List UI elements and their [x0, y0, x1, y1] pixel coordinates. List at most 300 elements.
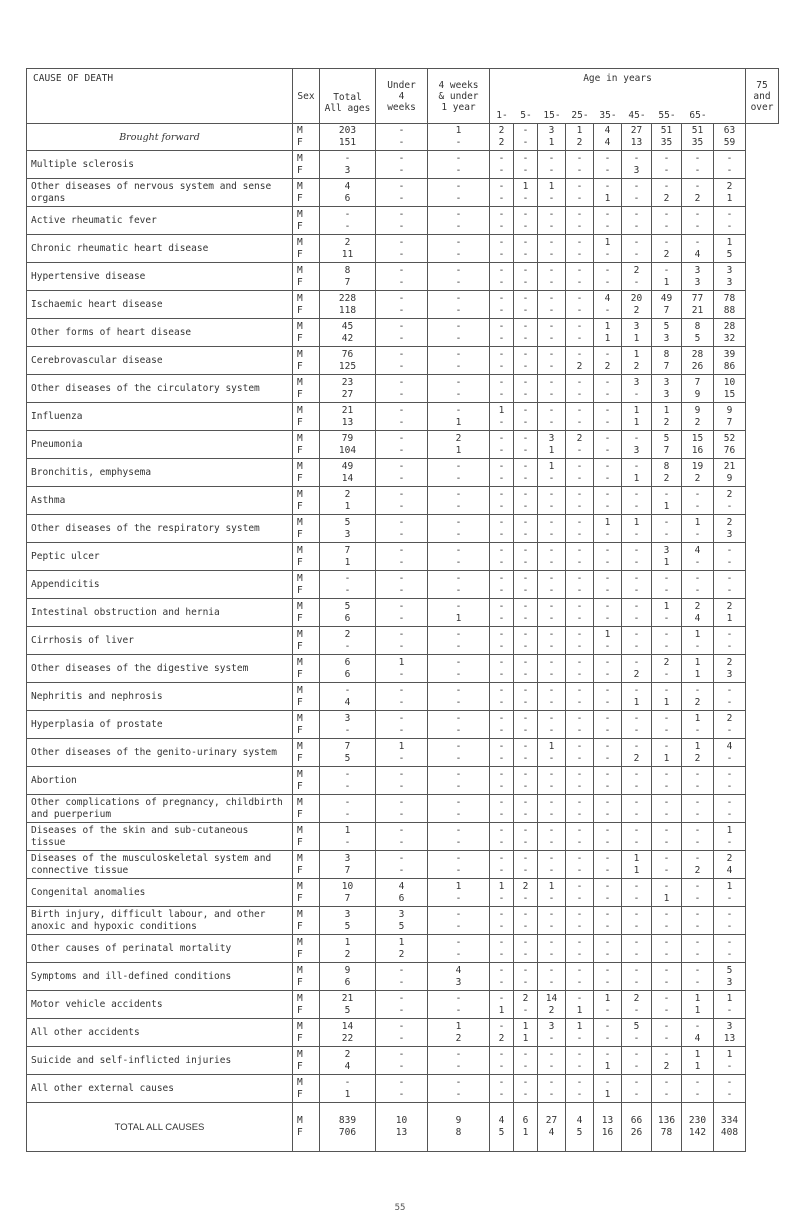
male-value: - — [344, 1076, 351, 1088]
male-value: - — [398, 796, 405, 808]
female-value: 408 — [720, 1127, 739, 1138]
value-cell — [538, 179, 566, 207]
male-value: - — [604, 880, 611, 892]
male-value: - — [455, 348, 462, 360]
female-value: 22 — [341, 1032, 354, 1044]
value-cell — [490, 1075, 514, 1103]
value-cell — [428, 655, 490, 683]
value-cell — [428, 739, 490, 767]
female-value: - — [633, 1060, 640, 1072]
male-value: - — [498, 712, 505, 724]
female-value: - — [455, 892, 462, 904]
male-value: 2 — [576, 432, 583, 444]
value-cell — [320, 1075, 376, 1103]
male-value: - — [663, 992, 670, 1004]
male-value: 1 — [726, 1048, 733, 1060]
female-value: - — [576, 332, 583, 344]
female-value: - — [548, 1060, 555, 1072]
male-value: - — [576, 712, 583, 724]
value-cell — [622, 319, 652, 347]
value-cell — [428, 487, 490, 515]
male-value: 1 — [604, 516, 611, 528]
value-cell — [652, 1047, 682, 1075]
sex-label: M — [297, 1076, 303, 1088]
male-value: - — [498, 992, 505, 1004]
value-cell — [594, 1019, 622, 1047]
table-row — [27, 655, 779, 683]
female-value: - — [398, 612, 405, 624]
value-cell — [376, 459, 428, 487]
female-value: 2 — [663, 416, 670, 428]
female-value: - — [576, 780, 583, 792]
female-value: 2 — [498, 1032, 505, 1044]
table-row — [27, 879, 779, 907]
value-cell — [320, 459, 376, 487]
male-value: - — [498, 432, 505, 444]
sex-label: M — [297, 1115, 303, 1126]
female-value: - — [726, 836, 733, 848]
male-value: - — [522, 376, 529, 388]
male-value: - — [576, 180, 583, 192]
value-cell — [376, 515, 428, 543]
sex-cell — [293, 487, 320, 515]
value-cell — [490, 235, 514, 263]
female-value: - — [548, 220, 555, 232]
cause-label: Diseases of the skin and sub-cutaneous tissue — [27, 823, 293, 851]
value-cell — [428, 627, 490, 655]
value-cell — [622, 179, 652, 207]
female-value: - — [455, 1088, 462, 1100]
female-value: - — [633, 976, 640, 988]
female-value: - — [455, 388, 462, 400]
value-cell — [514, 1019, 538, 1047]
female-value: - — [694, 584, 701, 596]
sex-cell — [293, 515, 320, 543]
value-cell — [320, 851, 376, 879]
female-value: - — [663, 1032, 670, 1044]
male-value: - — [663, 936, 670, 948]
value-cell — [594, 627, 622, 655]
value-cell — [714, 879, 746, 907]
male-value: - — [498, 208, 505, 220]
male-value: - — [522, 432, 529, 444]
male-value: - — [633, 684, 640, 696]
male-value: 1 — [633, 348, 640, 360]
female-value: 16 — [691, 444, 704, 456]
value-cell — [566, 347, 594, 375]
value-cell — [682, 655, 714, 683]
male-value: - — [398, 152, 405, 164]
male-value: - — [633, 796, 640, 808]
male-value: - — [548, 656, 555, 668]
sex-label: M — [297, 684, 303, 696]
sex-cell — [293, 907, 320, 935]
value-cell — [714, 459, 746, 487]
age-label-spacer — [714, 110, 746, 121]
value-cell — [538, 319, 566, 347]
female-value: 1 — [604, 1060, 611, 1072]
cause-label: Birth injury, difficult labour, and other anoxic and hypoxic conditions — [27, 907, 293, 935]
female-value: 4 — [604, 137, 611, 148]
male-value: - — [576, 152, 583, 164]
value-cell — [714, 683, 746, 711]
value-cell — [538, 403, 566, 431]
value-cell — [428, 347, 490, 375]
male-value: - — [663, 712, 670, 724]
value-cell — [428, 879, 490, 907]
sex-cell — [293, 151, 320, 179]
sex-label: M — [297, 600, 303, 612]
male-value: - — [663, 880, 670, 892]
value-cell — [594, 515, 622, 543]
female-value: 3 — [633, 164, 640, 176]
sex-label: F — [297, 164, 303, 176]
male-value: 3 — [548, 432, 555, 444]
female-value: - — [455, 1060, 462, 1072]
table-row — [27, 795, 779, 823]
value-cell — [594, 543, 622, 571]
male-value: - — [498, 684, 505, 696]
male-value: - — [455, 572, 462, 584]
male-value: - — [576, 572, 583, 584]
female-value: 3 — [455, 976, 462, 988]
value-cell — [566, 543, 594, 571]
table-row — [27, 851, 779, 879]
value-cell — [714, 319, 746, 347]
male-value: - — [548, 600, 555, 612]
female-value: - — [522, 780, 529, 792]
value-cell — [652, 487, 682, 515]
male-value: 1 — [694, 1048, 701, 1060]
female-value: - — [548, 752, 555, 764]
male-value: - — [344, 768, 351, 780]
male-value: 10 — [395, 1115, 408, 1126]
sex-label: M — [297, 572, 303, 584]
female-value: 1 — [663, 696, 670, 708]
female-value: 3 — [694, 276, 701, 288]
cause-label: Cirrhosis of liver — [27, 627, 293, 655]
female-value: - — [726, 808, 733, 820]
sex-label: M — [297, 152, 303, 164]
female-value: - — [522, 836, 529, 848]
male-value: 2 — [726, 712, 733, 724]
value-cell — [622, 991, 652, 1019]
female-value: - — [344, 836, 351, 848]
male-value: 51 — [691, 125, 704, 136]
female-value: 35 — [660, 137, 673, 148]
female-value: 3 — [344, 164, 351, 176]
female-value: - — [398, 752, 405, 764]
value-cell — [594, 431, 622, 459]
value-cell — [682, 151, 714, 179]
female-value: 4 — [344, 1060, 351, 1072]
value-cell — [594, 1075, 622, 1103]
male-value: - — [663, 768, 670, 780]
value-cell — [514, 655, 538, 683]
value-cell — [652, 375, 682, 403]
sex-label: M — [297, 348, 303, 360]
value-cell — [428, 1019, 490, 1047]
male-value: - — [498, 796, 505, 808]
female-value: - — [576, 220, 583, 232]
value-cell — [594, 991, 622, 1019]
header-cause: CAUSE OF DEATH — [27, 69, 293, 124]
value-cell — [622, 124, 652, 151]
value-cell — [490, 459, 514, 487]
value-cell — [320, 823, 376, 851]
female-value: 1 — [604, 192, 611, 204]
female-value: - — [522, 332, 529, 344]
male-value: 1 — [548, 460, 555, 472]
female-value: - — [694, 556, 701, 568]
value-cell — [566, 207, 594, 235]
sex-label: M — [297, 824, 303, 836]
cause-label: Nephritis and nephrosis — [27, 683, 293, 711]
value-cell — [682, 207, 714, 235]
female-value: - — [726, 696, 733, 708]
female-value: 59 — [723, 137, 736, 148]
value-cell — [714, 851, 746, 879]
male-value: 4 — [604, 292, 611, 304]
male-value: - — [633, 208, 640, 220]
male-value: - — [522, 236, 529, 248]
female-value: - — [522, 137, 529, 148]
male-value: - — [633, 908, 640, 920]
female-value: - — [548, 836, 555, 848]
female-value: - — [498, 1060, 505, 1072]
value-cell — [682, 487, 714, 515]
female-value: - — [498, 864, 505, 876]
female-value: 5 — [694, 332, 701, 344]
female-value: 21 — [691, 304, 704, 316]
male-value: - — [694, 152, 701, 164]
sex-label: M — [297, 320, 303, 332]
cause-label: All other accidents — [27, 1019, 293, 1047]
male-value: - — [498, 348, 505, 360]
male-value: 45 — [341, 320, 354, 332]
female-value: - — [604, 416, 611, 428]
value-cell — [682, 515, 714, 543]
value-cell — [566, 767, 594, 795]
male-value: - — [604, 1020, 611, 1032]
female-value: 4 — [548, 1127, 555, 1138]
sex-label: M — [297, 432, 303, 444]
male-value: - — [576, 376, 583, 388]
table-row — [27, 291, 779, 319]
value-cell — [538, 711, 566, 739]
value-cell — [622, 515, 652, 543]
sex-cell — [293, 263, 320, 291]
male-value: 4 — [604, 125, 611, 136]
value-cell — [652, 963, 682, 991]
value-cell — [652, 655, 682, 683]
male-value: - — [548, 488, 555, 500]
female-value: - — [663, 836, 670, 848]
value-cell — [622, 711, 652, 739]
female-value: - — [663, 1004, 670, 1016]
value-cell — [320, 235, 376, 263]
female-value: 2 — [694, 472, 701, 484]
male-value: - — [498, 852, 505, 864]
value-cell — [566, 124, 594, 151]
female-value: - — [694, 976, 701, 988]
sex-label: F — [297, 668, 303, 680]
male-value: 1 — [604, 236, 611, 248]
value-cell — [622, 1075, 652, 1103]
male-value: - — [663, 852, 670, 864]
male-value: - — [694, 236, 701, 248]
male-value: - — [726, 544, 733, 556]
value-cell — [514, 1047, 538, 1075]
cause-label: Diseases of the musculoskeletal system and connective tissue — [27, 851, 293, 879]
female-value: - — [398, 472, 405, 484]
male-value: 2 — [344, 236, 351, 248]
male-value: - — [455, 544, 462, 556]
male-value: - — [576, 600, 583, 612]
table-row — [27, 375, 779, 403]
value-cell — [682, 431, 714, 459]
female-value: - — [455, 192, 462, 204]
female-value: 1 — [633, 332, 640, 344]
male-value: 66 — [630, 1115, 643, 1126]
male-value: - — [498, 656, 505, 668]
table-row — [27, 179, 779, 207]
value-cell — [594, 767, 622, 795]
value-cell — [490, 1047, 514, 1075]
female-value: 1 — [344, 1088, 351, 1100]
female-value: - — [576, 304, 583, 316]
female-value: 5 — [498, 1127, 505, 1138]
female-value: - — [604, 1004, 611, 1016]
value-cell — [622, 459, 652, 487]
male-value: - — [455, 684, 462, 696]
female-value: - — [522, 1060, 529, 1072]
female-value: 13 — [341, 416, 354, 428]
value-cell — [490, 711, 514, 739]
male-value: 2 — [726, 516, 733, 528]
female-value: - — [522, 808, 529, 820]
female-value: - — [522, 388, 529, 400]
value-cell — [566, 655, 594, 683]
value-cell — [514, 375, 538, 403]
male-value: - — [522, 824, 529, 836]
value-cell — [622, 1103, 652, 1152]
male-value: 5 — [344, 600, 351, 612]
female-value: - — [455, 304, 462, 316]
value-cell — [622, 879, 652, 907]
female-value: 7 — [726, 416, 733, 428]
male-value: - — [455, 852, 462, 864]
value-cell — [428, 543, 490, 571]
male-value: - — [663, 796, 670, 808]
male-value: - — [726, 908, 733, 920]
value-cell — [514, 151, 538, 179]
male-value: - — [604, 180, 611, 192]
value-cell — [514, 179, 538, 207]
female-value: - — [576, 500, 583, 512]
sex-label: M — [297, 125, 303, 136]
age-label: 45- — [628, 110, 646, 121]
male-value: - — [663, 684, 670, 696]
female-value: - — [663, 864, 670, 876]
female-value: - — [455, 472, 462, 484]
male-value: 1 — [576, 1020, 583, 1032]
value-cell — [376, 151, 428, 179]
male-value: - — [633, 964, 640, 976]
female-value: - — [522, 444, 529, 456]
value-cell — [566, 711, 594, 739]
value-cell — [566, 991, 594, 1019]
value-cell — [320, 739, 376, 767]
sex-cell — [293, 319, 320, 347]
value-cell — [566, 683, 594, 711]
male-value: 49 — [660, 292, 673, 304]
male-value: - — [576, 236, 583, 248]
value-cell — [376, 319, 428, 347]
value-cell — [594, 879, 622, 907]
male-value: - — [633, 740, 640, 752]
male-value: 78 — [723, 292, 736, 304]
female-value: - — [522, 556, 529, 568]
female-value: 4 — [726, 864, 733, 876]
value-cell — [320, 291, 376, 319]
female-value: - — [398, 1060, 405, 1072]
male-value: 8 — [663, 460, 670, 472]
female-value: - — [604, 836, 611, 848]
female-value: - — [398, 864, 405, 876]
male-value: - — [398, 404, 405, 416]
sex-label: F — [297, 1088, 303, 1100]
male-value: - — [663, 208, 670, 220]
value-cell — [652, 263, 682, 291]
female-value: 8 — [455, 1127, 462, 1138]
female-value: - — [694, 528, 701, 540]
female-value: 1 — [522, 1032, 529, 1044]
value-cell — [652, 571, 682, 599]
male-value: - — [455, 796, 462, 808]
value-cell — [652, 543, 682, 571]
value-cell — [320, 767, 376, 795]
male-value: - — [522, 684, 529, 696]
value-cell — [376, 431, 428, 459]
female-value: 3 — [726, 976, 733, 988]
sex-label: F — [297, 892, 303, 904]
sex-label: M — [297, 796, 303, 808]
cause-label: Hypertensive disease — [27, 263, 293, 291]
male-value: - — [522, 152, 529, 164]
value-cell — [594, 179, 622, 207]
female-value: - — [663, 1088, 670, 1100]
female-value: - — [694, 948, 701, 960]
value-cell — [714, 515, 746, 543]
female-value: - — [498, 1088, 505, 1100]
male-value: 4 — [455, 964, 462, 976]
female-value: - — [522, 248, 529, 260]
value-cell — [566, 907, 594, 935]
sex-cell — [293, 179, 320, 207]
male-value: 1 — [398, 656, 405, 668]
value-cell — [622, 739, 652, 767]
sex-cell — [293, 571, 320, 599]
female-value: - — [604, 304, 611, 316]
male-value: - — [455, 292, 462, 304]
value-cell — [376, 963, 428, 991]
value-cell — [490, 851, 514, 879]
female-value: - — [576, 696, 583, 708]
value-cell — [376, 1047, 428, 1075]
male-value: - — [548, 824, 555, 836]
male-value: 2 — [344, 628, 351, 640]
